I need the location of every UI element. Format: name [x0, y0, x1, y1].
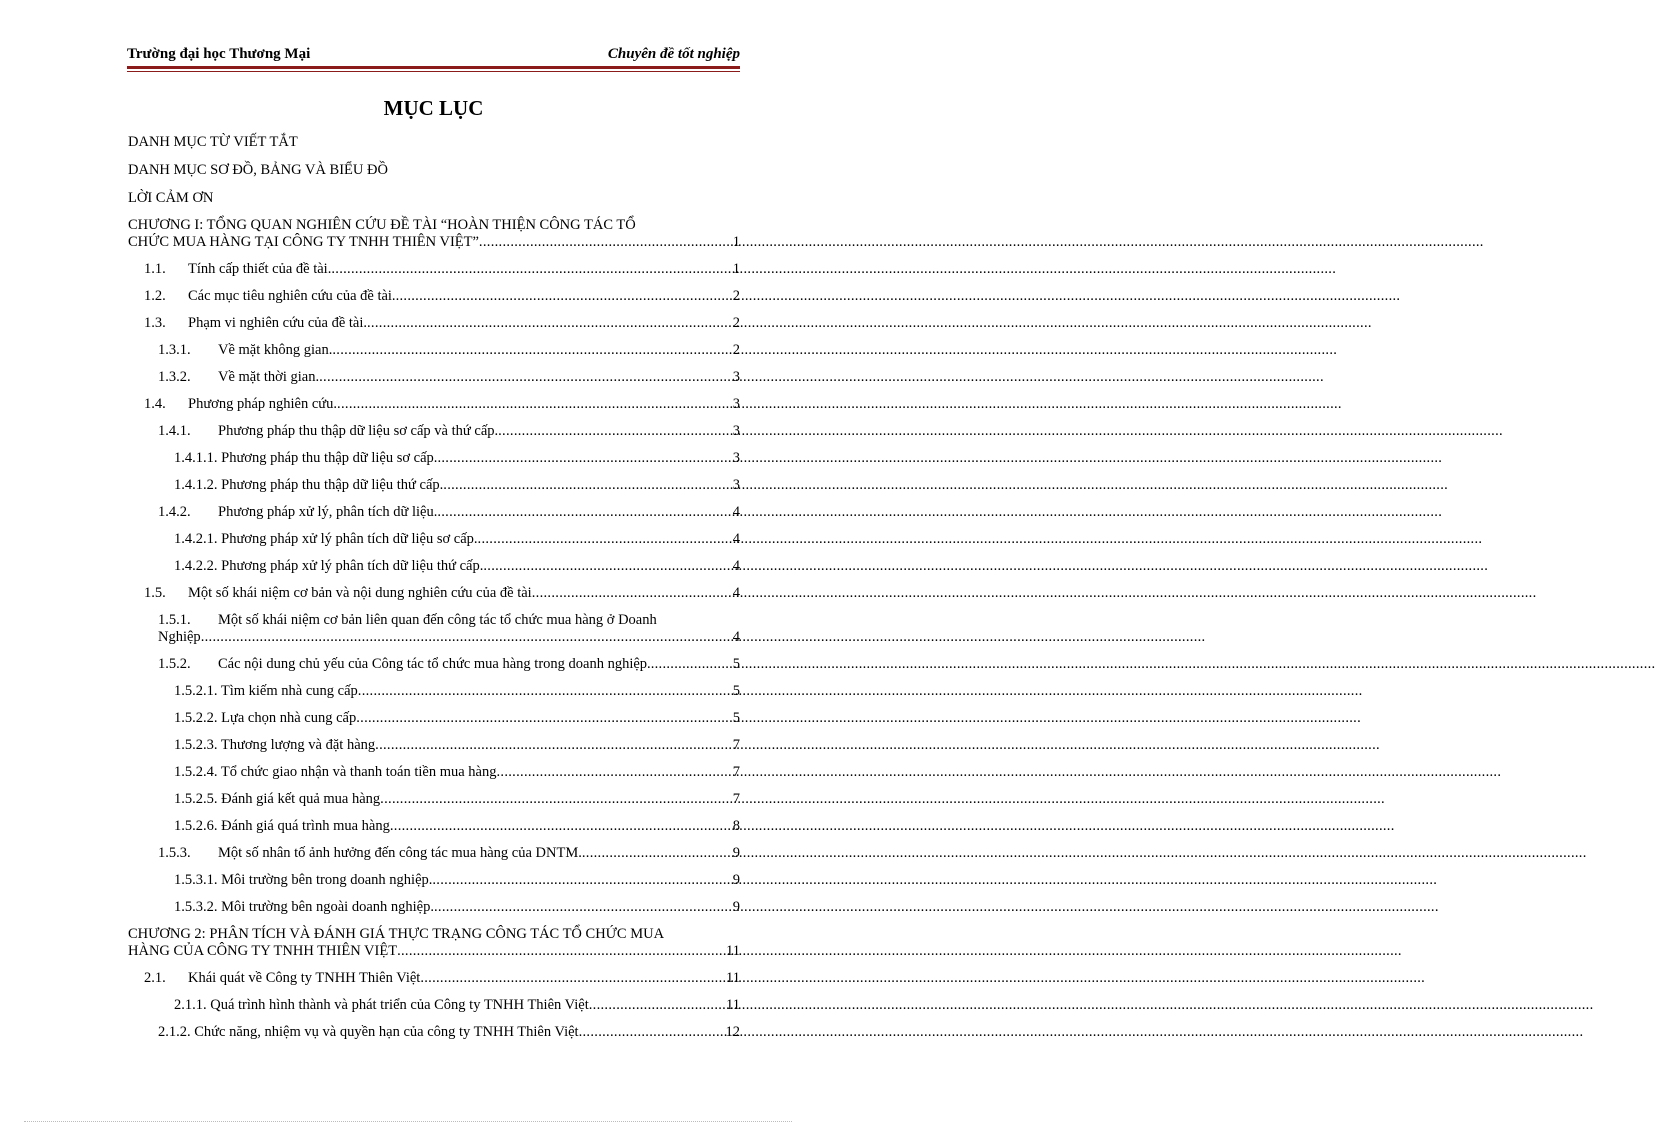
- toc-entry-1-5-2-6: [128, 818, 740, 835]
- toc-leader: [479, 234, 732, 251]
- toc-page-number: 9: [732, 845, 740, 861]
- toc-leader: [356, 710, 732, 727]
- toc-entry-figures: [128, 162, 740, 179]
- toc-entry-text: 1.4.2.1. Phương pháp xử lý phân tích dữ liệu sơ cấp.: [174, 531, 478, 547]
- toc-entry-text: 1.5.2.4. Tổ chức giao nhận và thanh toán tiền mua hàng: [174, 764, 497, 780]
- toc-entry-1-5-2-5: [128, 791, 740, 808]
- toc-leader: [331, 261, 731, 278]
- toc-page-number: 2: [732, 288, 740, 304]
- toc-entry-text: Về mặt không gian.: [218, 342, 333, 358]
- toc-leader: [498, 423, 732, 440]
- toc-page-number: 1: [732, 234, 740, 250]
- toc-entry-number: 2.1.: [144, 970, 166, 986]
- toc-entry-number: 1.5.2.: [158, 656, 191, 672]
- table-of-contents: [128, 134, 740, 1041]
- toc-entry-1-4-1-1: [128, 450, 740, 467]
- toc-page-number: 3: [732, 369, 740, 385]
- toc-page-number: 11: [726, 970, 740, 986]
- toc-page-number: 2: [732, 342, 740, 358]
- toc-entry-text: Về mặt thời gian.: [218, 369, 320, 385]
- toc-entry-text: 1.5.2.1. Tìm kiếm nhà cung cấp: [174, 683, 358, 699]
- toc-entry-abbreviations: [128, 134, 740, 151]
- toc-entry-1-5-2: [128, 656, 740, 673]
- toc-page-number: 11: [726, 997, 740, 1013]
- page-bottom-border: [24, 1121, 792, 1122]
- toc-page-number: 5: [732, 683, 740, 699]
- toc-entry-1-4-2-2: [128, 558, 740, 575]
- toc-entry-text-line2: HÀNG CỦA CÔNG TY TNHH THIÊN VIỆT: [128, 943, 398, 959]
- toc-entry-text: Phương pháp xử lý, phân tích dữ liệu.: [218, 504, 438, 520]
- toc-leader: [420, 970, 725, 987]
- toc-entry-1-5-2-2: [128, 710, 740, 727]
- toc-entry-1-5-3-1: [128, 872, 740, 889]
- toc-entry-text: Một số khái niệm cơ bản và nội dung nghiên cứu của đề tài: [188, 585, 532, 601]
- toc-page-number: 5: [732, 656, 740, 672]
- toc-entry-text: 1.5.2.3. Thương lượng và đặt hàng: [174, 737, 376, 753]
- toc-entry-1-5-2-3: [128, 737, 740, 754]
- toc-entry-number: 1.5.1.: [158, 612, 191, 628]
- toc-entry-1-4-2: [128, 504, 740, 521]
- toc-page-number: 9: [732, 899, 740, 915]
- header-rule-thick: [127, 66, 740, 69]
- toc-page-number: 4: [732, 504, 740, 520]
- toc-leader: [375, 737, 732, 754]
- toc-leader: [579, 1024, 725, 1041]
- toc-page-number: 7: [732, 737, 740, 753]
- toc-entry-text: Phạm vi nghiên cứu của đề tài.: [188, 315, 367, 331]
- toc-entry-text: Các nội dung chủ yếu của Công tác tổ chức mua hàng trong doanh nghiệp.: [218, 656, 651, 672]
- toc-page-number: 5: [732, 710, 740, 726]
- toc-entry-text: 1.4.2.2. Phương pháp xử lý phân tích dữ liệu thứ cấp.: [174, 558, 484, 574]
- toc-leader: [437, 450, 731, 467]
- toc-leader: [651, 656, 732, 673]
- toc-entry-text: DANH MỤC SƠ ĐỒ, BẢNG VÀ BIỂU ĐỒ: [128, 162, 388, 178]
- toc-entry-text: DANH MỤC TỪ VIẾT TẮT: [128, 134, 298, 150]
- toc-leader: [337, 396, 732, 413]
- toc-entry-1-5: [128, 585, 740, 602]
- toc-entry-thanks: [128, 190, 740, 207]
- toc-entry-text: Tính cấp thiết của đề tài.: [188, 261, 332, 277]
- toc-page-number: 4: [732, 531, 740, 547]
- toc-entry-text: LỜI CẢM ƠN: [128, 190, 214, 206]
- toc-page-number: 7: [732, 764, 740, 780]
- toc-page-number: 2: [732, 315, 740, 331]
- toc-leader: [332, 342, 731, 359]
- toc-entry-1-5-2-1: [128, 683, 740, 700]
- toc-entry-text: Phương pháp nghiên cứu.: [188, 396, 338, 412]
- toc-page-number: 3: [732, 450, 740, 466]
- toc-entry-text: Khái quát về Công ty TNHH Thiên Việt: [188, 970, 421, 986]
- header-document-type: Chuyên đề tốt nghiệp: [607, 46, 740, 62]
- toc-entry-number: 1.3.1.: [158, 342, 191, 358]
- toc-entry-1-4-1: [128, 423, 740, 440]
- header-rule-thin: [127, 71, 740, 72]
- toc-page-number: 8: [732, 818, 740, 834]
- toc-leader: [443, 477, 731, 494]
- toc-entry-1-3: [128, 315, 740, 332]
- toc-entry-2-1: [128, 970, 740, 987]
- toc-entry-text: 1.4.1.2. Phương pháp thu thập dữ liệu thứ cấp.: [174, 477, 444, 493]
- toc-page-number: 7: [732, 791, 740, 807]
- toc-leader: [201, 629, 732, 646]
- toc-entry-chapter-2: [128, 926, 740, 960]
- toc-entry-number: 1.3.: [144, 315, 166, 331]
- toc-entry-1-2: [128, 288, 740, 305]
- toc-entry-text: 2.1.2. Chức năng, nhiệm vụ và quyền hạn của công ty TNHH Thiên Việt: [158, 1024, 579, 1040]
- toc-entry-number: 1.3.2.: [158, 369, 191, 385]
- toc-entry-text-line1: CHƯƠNG I: TỔNG QUAN NGHIÊN CỨU ĐỀ TÀI “HOÀN THIỆN CÔNG TÁC TỔ: [128, 217, 636, 233]
- toc-leader: [396, 288, 732, 305]
- toc-entry-chapter-1: [128, 217, 740, 251]
- toc-entry-1-5-1: [128, 612, 740, 646]
- toc-leader: [367, 315, 732, 332]
- toc-entry-number: 1.5.: [144, 585, 166, 601]
- toc-entry-1-1: [128, 261, 740, 278]
- toc-entry-text-line2: CHỨC MUA HÀNG TẠI CÔNG TY TNHH THIÊN VIỆT”: [128, 234, 479, 250]
- toc-entry-text-line1: Một số khái niệm cơ bản liên quan đến công tác tổ chức mua hàng ở Doanh: [218, 612, 657, 628]
- toc-entry-text: 1.5.2.2. Lựa chọn nhà cung cấp: [174, 710, 357, 726]
- toc-page-number: 4: [732, 558, 740, 574]
- toc-entry-1-3-2: [128, 369, 740, 386]
- toc-entry-number: 1.4.: [144, 396, 166, 412]
- toc-leader: [582, 845, 732, 862]
- toc-leader: [397, 943, 725, 960]
- toc-page-number: 12: [725, 1024, 740, 1040]
- toc-leader: [358, 683, 732, 700]
- toc-leader: [319, 369, 732, 386]
- toc-entry-text: 1.5.3.1. Môi trường bên trong doanh nghiệp.: [174, 872, 433, 888]
- toc-entry-text: 2.1.1. Quá trình hình thành và phát triển của Công ty TNHH Thiên Việt: [174, 997, 589, 1013]
- toc-leader: [478, 531, 732, 548]
- toc-entry-number: 1.4.2.: [158, 504, 191, 520]
- toc-entry-text: 1.5.2.5. Đánh giá kết quả mua hàng: [174, 791, 381, 807]
- toc-page-number: 11: [726, 943, 740, 959]
- toc-entry-number: 1.4.1.: [158, 423, 191, 439]
- toc-entry-1-3-1: [128, 342, 740, 359]
- toc-page-number: 4: [732, 629, 740, 645]
- toc-entry-1-5-3-2: [128, 899, 740, 916]
- toc-page-number: 4: [732, 585, 740, 601]
- toc-title: MỤC LỤC: [383, 96, 484, 120]
- toc-entry-1-4-2-1: [128, 531, 740, 548]
- toc-entry-2-1-2: [128, 1024, 740, 1041]
- toc-entry-2-1-1: [128, 997, 740, 1014]
- toc-page-number: 3: [732, 477, 740, 493]
- toc-leader: [496, 764, 731, 781]
- toc-page-number: 3: [732, 423, 740, 439]
- toc-entry-number: 1.2.: [144, 288, 166, 304]
- toc-entry-1-4: [128, 396, 740, 413]
- toc-entry-1-5-3: [128, 845, 740, 862]
- page-header: [127, 46, 740, 66]
- toc-leader: [380, 791, 732, 808]
- toc-entry-text: 1.4.1.1. Phương pháp thu thập dữ liệu sơ cấp.: [174, 450, 438, 466]
- toc-entry-number: 1.1.: [144, 261, 166, 277]
- toc-entry-1-5-2-4: [128, 764, 740, 781]
- toc-page-number: 9: [732, 872, 740, 888]
- toc-entry-text-line1: CHƯƠNG 2: PHÂN TÍCH VÀ ĐÁNH GIÁ THỰC TRẠNG CÔNG TÁC TỔ CHỨC MUA: [128, 926, 665, 942]
- toc-entry-1-4-1-2: [128, 477, 740, 494]
- toc-entry-number: 1.5.3.: [158, 845, 191, 861]
- toc-leader: [434, 899, 732, 916]
- toc-entry-text: 1.5.2.6. Đánh giá quá trình mua hàng: [174, 818, 390, 834]
- toc-page-number: 3: [732, 396, 740, 412]
- toc-leader: [532, 585, 732, 602]
- toc-leader: [437, 504, 731, 521]
- toc-entry-text: Các mục tiêu nghiên cứu của đề tài.: [188, 288, 396, 304]
- header-university: Trường đại học Thương Mại: [127, 46, 311, 62]
- toc-entry-text-line2: Nghiệp: [158, 629, 201, 645]
- toc-leader: [390, 818, 732, 835]
- toc-entry-text: Phương pháp thu thập dữ liệu sơ cấp và thứ cấp.: [218, 423, 499, 439]
- toc-entry-text: 1.5.3.2. Môi trường bên ngoài doanh nghiệp.: [174, 899, 434, 915]
- toc-leader: [432, 872, 731, 889]
- toc-page-number: 1: [732, 261, 740, 277]
- toc-leader: [589, 997, 725, 1014]
- toc-entry-text: Một số nhân tố ảnh hưởng đến công tác mua hàng của DNTM.: [218, 845, 582, 861]
- toc-leader: [483, 558, 731, 575]
